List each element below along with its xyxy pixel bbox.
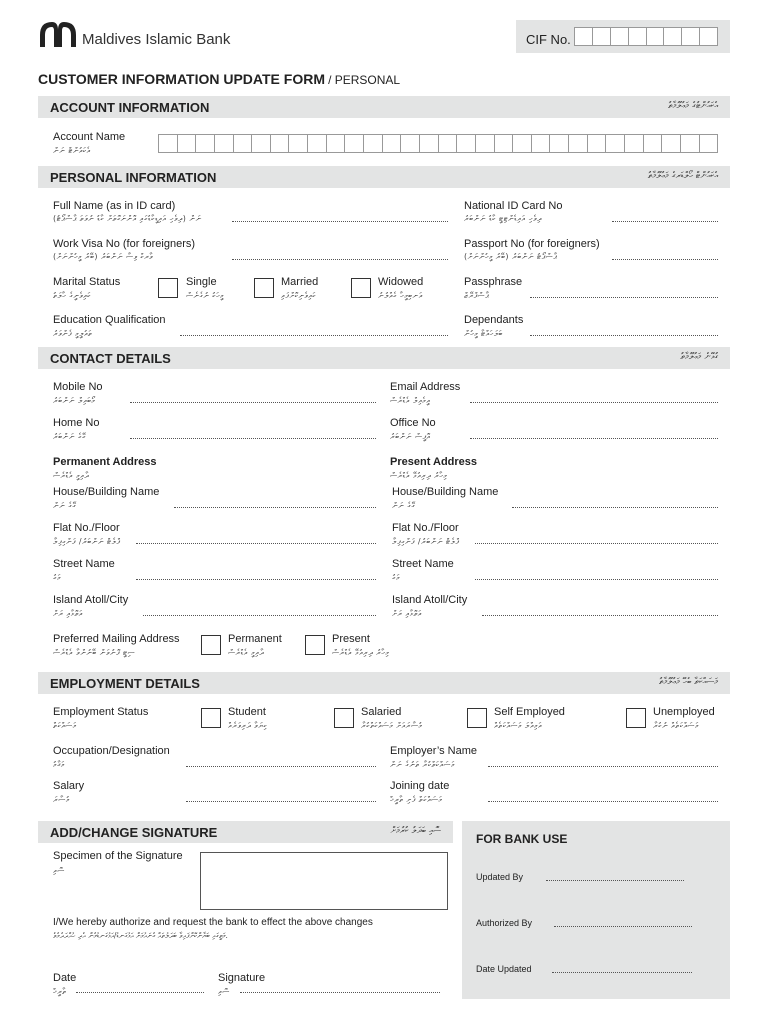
- bank-name: Maldives Islamic Bank: [82, 31, 231, 48]
- student-checkbox[interactable]: [201, 708, 221, 728]
- present-address-dhivehi: މިހާރު ދިރިއުޅޭ އެޑްރެސް: [390, 471, 448, 480]
- passphrase-label: Passphrase: [464, 276, 523, 288]
- employment-section-header: [38, 672, 730, 694]
- section-title: PERSONAL INFORMATION: [50, 170, 217, 185]
- self-employed-dhivehi: އަމިއްލަ މަސައްކަތެއް: [494, 721, 543, 730]
- form-title: [38, 71, 400, 87]
- mail-present-dhivehi: މިހާރު ދިރިއުޅޭ އެޑްރެސް: [332, 648, 390, 657]
- updated-by-field[interactable]: [546, 880, 684, 881]
- occupation-field[interactable]: [186, 766, 376, 767]
- unemployed-checkbox[interactable]: [626, 708, 646, 728]
- section-title-dhivehi: ސޮއި ބަދަލު ކުރުމަށް: [390, 826, 441, 836]
- married-checkbox[interactable]: [254, 278, 274, 298]
- perm-house-label: House/Building Name: [53, 486, 160, 498]
- office-no-dhivehi: އޮފީސް ނަންބަރު: [390, 432, 431, 441]
- employment-status-label: Employment Status: [53, 706, 149, 718]
- single-checkbox[interactable]: [158, 278, 178, 298]
- section-title: CONTACT DETAILS: [50, 351, 171, 366]
- section-title-dhivehi: އެކައުންޓް ހޯލްޑަރގެ މަޢުލޫމާތު: [647, 171, 718, 181]
- passphrase-field[interactable]: [530, 297, 718, 298]
- authorized-by-field[interactable]: [554, 926, 692, 927]
- mail-permanent-dhivehi: ދާއިމީ އެޑްރެސް: [228, 648, 265, 657]
- perm-house-field[interactable]: [174, 507, 376, 508]
- perm-flat-dhivehi: ފްލެޓް ނަންބަރު/ ފަންގިފިލާ: [53, 537, 121, 546]
- pres-island-field[interactable]: [482, 615, 718, 616]
- pres-street-label: Street Name: [392, 558, 454, 570]
- signature-label: Signature: [218, 972, 266, 984]
- salary-field[interactable]: [186, 801, 376, 802]
- perm-flat-label: Flat No./Floor: [53, 522, 120, 534]
- salary-dhivehi: މުސާރަ: [53, 795, 70, 804]
- joining-date-label: Joining date: [390, 780, 450, 792]
- widowed-dhivehi: އަނބިމީހާ ގެއްލުނު: [378, 291, 423, 300]
- salaried-label: Salaried: [361, 706, 402, 718]
- perm-street-dhivehi: މަގު: [53, 573, 61, 582]
- section-title-dhivehi: ގުޅޭނެ މަޢުލޫމާތު: [680, 352, 718, 362]
- salaried-dhivehi: މުސާރައަށް މަސައްކަތްކުރާ: [361, 721, 423, 730]
- dependants-dhivehi: ބަލަހައްޓާ މީހުން: [464, 329, 503, 338]
- nid-dhivehi: ދިވެހި އައިޑެންޓިޓީ ކާޑު ނަންބަރު: [464, 214, 542, 223]
- date-label: Date: [53, 972, 77, 984]
- nid-label: National ID Card No: [464, 200, 563, 212]
- full-name-dhivehi: ނަން (ދިވެހި އައިޑީކާޑުގައި އޮންނަގޮތަށް ކާޑު ނުވަތަ ޕާސްޕޯޓު): [53, 214, 202, 223]
- date-dhivehi: ތާރީޚް: [53, 987, 67, 996]
- signature-section-header: [38, 821, 453, 843]
- work-visa-dhivehi: ވާރކް ވިސާ ނަންބަރު (ބޭރު މީހުންނަށް): [53, 252, 153, 261]
- section-title: ADD/CHANGE SIGNATURE: [50, 825, 218, 840]
- employer-dhivehi: މަސައްކަތްކުރާ ތަނުގެ ނަން: [390, 760, 455, 769]
- pres-street-field[interactable]: [475, 579, 718, 580]
- cif-label: CIF No.: [526, 32, 571, 47]
- cif-number-input[interactable]: [574, 27, 718, 46]
- form-title-sub: / PERSONAL: [328, 73, 401, 87]
- education-dhivehi: ތައުލީމީ ފެންވަރު: [53, 329, 93, 338]
- nid-field[interactable]: [612, 221, 718, 222]
- work-visa-field[interactable]: [232, 259, 448, 260]
- student-dhivehi: ކިޔަވާ ދަރިވަރެއް: [228, 721, 268, 730]
- specimen-dhivehi: ސޮއި: [53, 866, 65, 875]
- unemployed-dhivehi: މަސައްކަތެއް ނުކުރާ: [653, 721, 699, 730]
- marital-status-label: Marital Status: [53, 276, 121, 288]
- perm-flat-field[interactable]: [136, 543, 376, 544]
- home-no-label: Home No: [53, 417, 100, 429]
- education-field[interactable]: [180, 335, 448, 336]
- mobile-field[interactable]: [130, 402, 376, 403]
- mail-permanent-checkbox[interactable]: [201, 635, 221, 655]
- section-title-dhivehi: މަސައްކަތާ ބެހޭ މަޢުލޫމާތު: [659, 677, 718, 687]
- mailing-address-label: Preferred Mailing Address: [53, 633, 180, 645]
- salaried-checkbox[interactable]: [334, 708, 354, 728]
- signature-specimen-box[interactable]: [200, 852, 448, 910]
- cif-box: [516, 20, 730, 53]
- date-updated-label: Date Updated: [476, 964, 532, 974]
- perm-street-label: Street Name: [53, 558, 115, 570]
- full-name-label: Full Name (as in ID card): [53, 200, 176, 212]
- joining-date-field[interactable]: [488, 801, 718, 802]
- mail-permanent-label: Permanent: [228, 633, 282, 645]
- personal-section-header: [38, 166, 730, 188]
- form-title-main: CUSTOMER INFORMATION UPDATE FORM: [38, 71, 325, 87]
- authorized-by-label: Authorized By: [476, 918, 533, 928]
- home-no-field[interactable]: [130, 438, 376, 439]
- passport-label: Passport No (for foreigners): [464, 238, 600, 250]
- occupation-dhivehi: މަޤާމު: [53, 760, 65, 769]
- signature-dhivehi: ސޮއި: [218, 987, 230, 996]
- email-field[interactable]: [470, 402, 718, 403]
- pres-island-label: Island Atoll/City: [392, 594, 468, 606]
- mail-present-checkbox[interactable]: [305, 635, 325, 655]
- pres-flat-label: Flat No./Floor: [392, 522, 459, 534]
- pres-house-label: House/Building Name: [392, 486, 499, 498]
- mobile-dhivehi: މޯބައިލް ނަންބަރު: [53, 396, 96, 405]
- pres-island-dhivehi: އަތޮޅާއި ރަށް: [392, 609, 422, 618]
- perm-island-label: Island Atoll/City: [53, 594, 129, 606]
- passphrase-dhivehi: ޕާސްފްރޭޒް: [464, 291, 489, 300]
- salary-label: Salary: [53, 780, 85, 792]
- signature-field[interactable]: [240, 992, 440, 993]
- perm-house-dhivehi: ގޭގެ ނަން: [53, 501, 77, 510]
- single-label: Single: [186, 276, 217, 288]
- authorize-text: I/We hereby authorize and request the bank to effect the above changes: [53, 917, 373, 928]
- mailing-address-dhivehi: ސިޓީ ފޮނުވަން ބޭނުންވާ އެޑްރެސް: [53, 648, 136, 657]
- section-title: EMPLOYMENT DETAILS: [50, 676, 200, 691]
- single-dhivehi: މީހަކު ނުގެނެސް: [186, 291, 224, 300]
- bank-use-title: FOR BANK USE: [476, 832, 568, 846]
- joining-date-dhivehi: މަސައްކަތް ފެށި ތާރީޚް: [390, 795, 443, 804]
- perm-street-field[interactable]: [136, 579, 376, 580]
- pres-house-field[interactable]: [512, 507, 718, 508]
- permanent-address-title: Permanent Address: [53, 456, 157, 468]
- section-title-dhivehi: އެކައުންޓުގެ މަޢުލޫމާތު: [668, 101, 718, 111]
- specimen-label: Specimen of the Signature: [53, 850, 183, 862]
- perm-island-dhivehi: އަތޮޅާއި ރަށް: [53, 609, 83, 618]
- present-address-title: Present Address: [390, 456, 478, 468]
- account-name-label: Account Name: [53, 131, 126, 143]
- passport-dhivehi: ޕާސްޕޯޓު ނަންބަރު (ބޭރު މީހުންނަށް): [464, 252, 558, 261]
- occupation-label: Occupation/Designation: [53, 745, 170, 757]
- date-updated-field[interactable]: [552, 972, 692, 973]
- mobile-label: Mobile No: [53, 381, 103, 393]
- account-section-header: [38, 96, 730, 118]
- section-title: ACCOUNT INFORMATION: [50, 100, 210, 115]
- work-visa-label: Work Visa No (for foreigners): [53, 238, 196, 250]
- office-no-label: Office No: [390, 417, 436, 429]
- unemployed-label: Unemployed: [653, 706, 715, 718]
- perm-island-field[interactable]: [143, 615, 376, 616]
- pres-flat-dhivehi: ފްލެޓް ނަންބަރު/ ފަންގިފިލާ: [392, 537, 460, 546]
- dependants-label: Dependants: [464, 314, 524, 326]
- permanent-address-dhivehi: ދާއިމީ އެޑްރެސް: [53, 471, 90, 480]
- account-name-dhivehi: އެކައުންޓް ނަން: [53, 146, 91, 155]
- widowed-checkbox[interactable]: [351, 278, 371, 298]
- updated-by-label: Updated By: [476, 872, 524, 882]
- self-employed-checkbox[interactable]: [467, 708, 487, 728]
- passport-field[interactable]: [612, 259, 718, 260]
- account-name-input[interactable]: [158, 134, 718, 153]
- full-name-field[interactable]: [232, 221, 448, 222]
- widowed-label: Widowed: [378, 276, 424, 288]
- self-employed-label: Self Employed: [494, 706, 565, 718]
- education-label: Education Qualification: [53, 314, 166, 326]
- employer-label: Employer’s Name: [390, 745, 478, 757]
- employer-field[interactable]: [488, 766, 718, 767]
- married-dhivehi: ކައިވެނިކޮށްފައި: [281, 291, 317, 300]
- employment-status-dhivehi: މަސައްކަތް: [53, 721, 77, 730]
- contact-section-header: [38, 347, 730, 369]
- student-label: Student: [228, 706, 266, 718]
- email-dhivehi: އީމެއިލް އެޑްރެސް: [390, 396, 431, 405]
- bank-use-panel: [462, 821, 730, 999]
- date-field[interactable]: [76, 992, 204, 993]
- dependants-field[interactable]: [530, 335, 718, 336]
- office-no-field[interactable]: [470, 438, 718, 439]
- pres-house-dhivehi: ގޭގެ ނަން: [392, 501, 416, 510]
- bank-logo-icon: [38, 18, 78, 48]
- bank-logo: [38, 18, 78, 48]
- authorize-dhivehi: މަތީގައި ބަޔާންކޮށްފައިވާ ބަދަލުތައް ގެނައުމަށް އަޅުގަނޑު/އަޅުގަނޑުމެން އެދި ހުއްދަދެމެވެ.: [53, 931, 228, 940]
- email-label: Email Address: [390, 381, 461, 393]
- home-no-dhivehi: ގޭގެ ނަންބަރު: [53, 432, 86, 441]
- pres-flat-field[interactable]: [475, 543, 718, 544]
- marital-status-dhivehi: ކައިވެނީގެ ހާލަތު: [53, 291, 91, 300]
- mail-present-label: Present: [332, 633, 370, 645]
- pres-street-dhivehi: މަގު: [392, 573, 400, 582]
- married-label: Married: [281, 276, 319, 288]
